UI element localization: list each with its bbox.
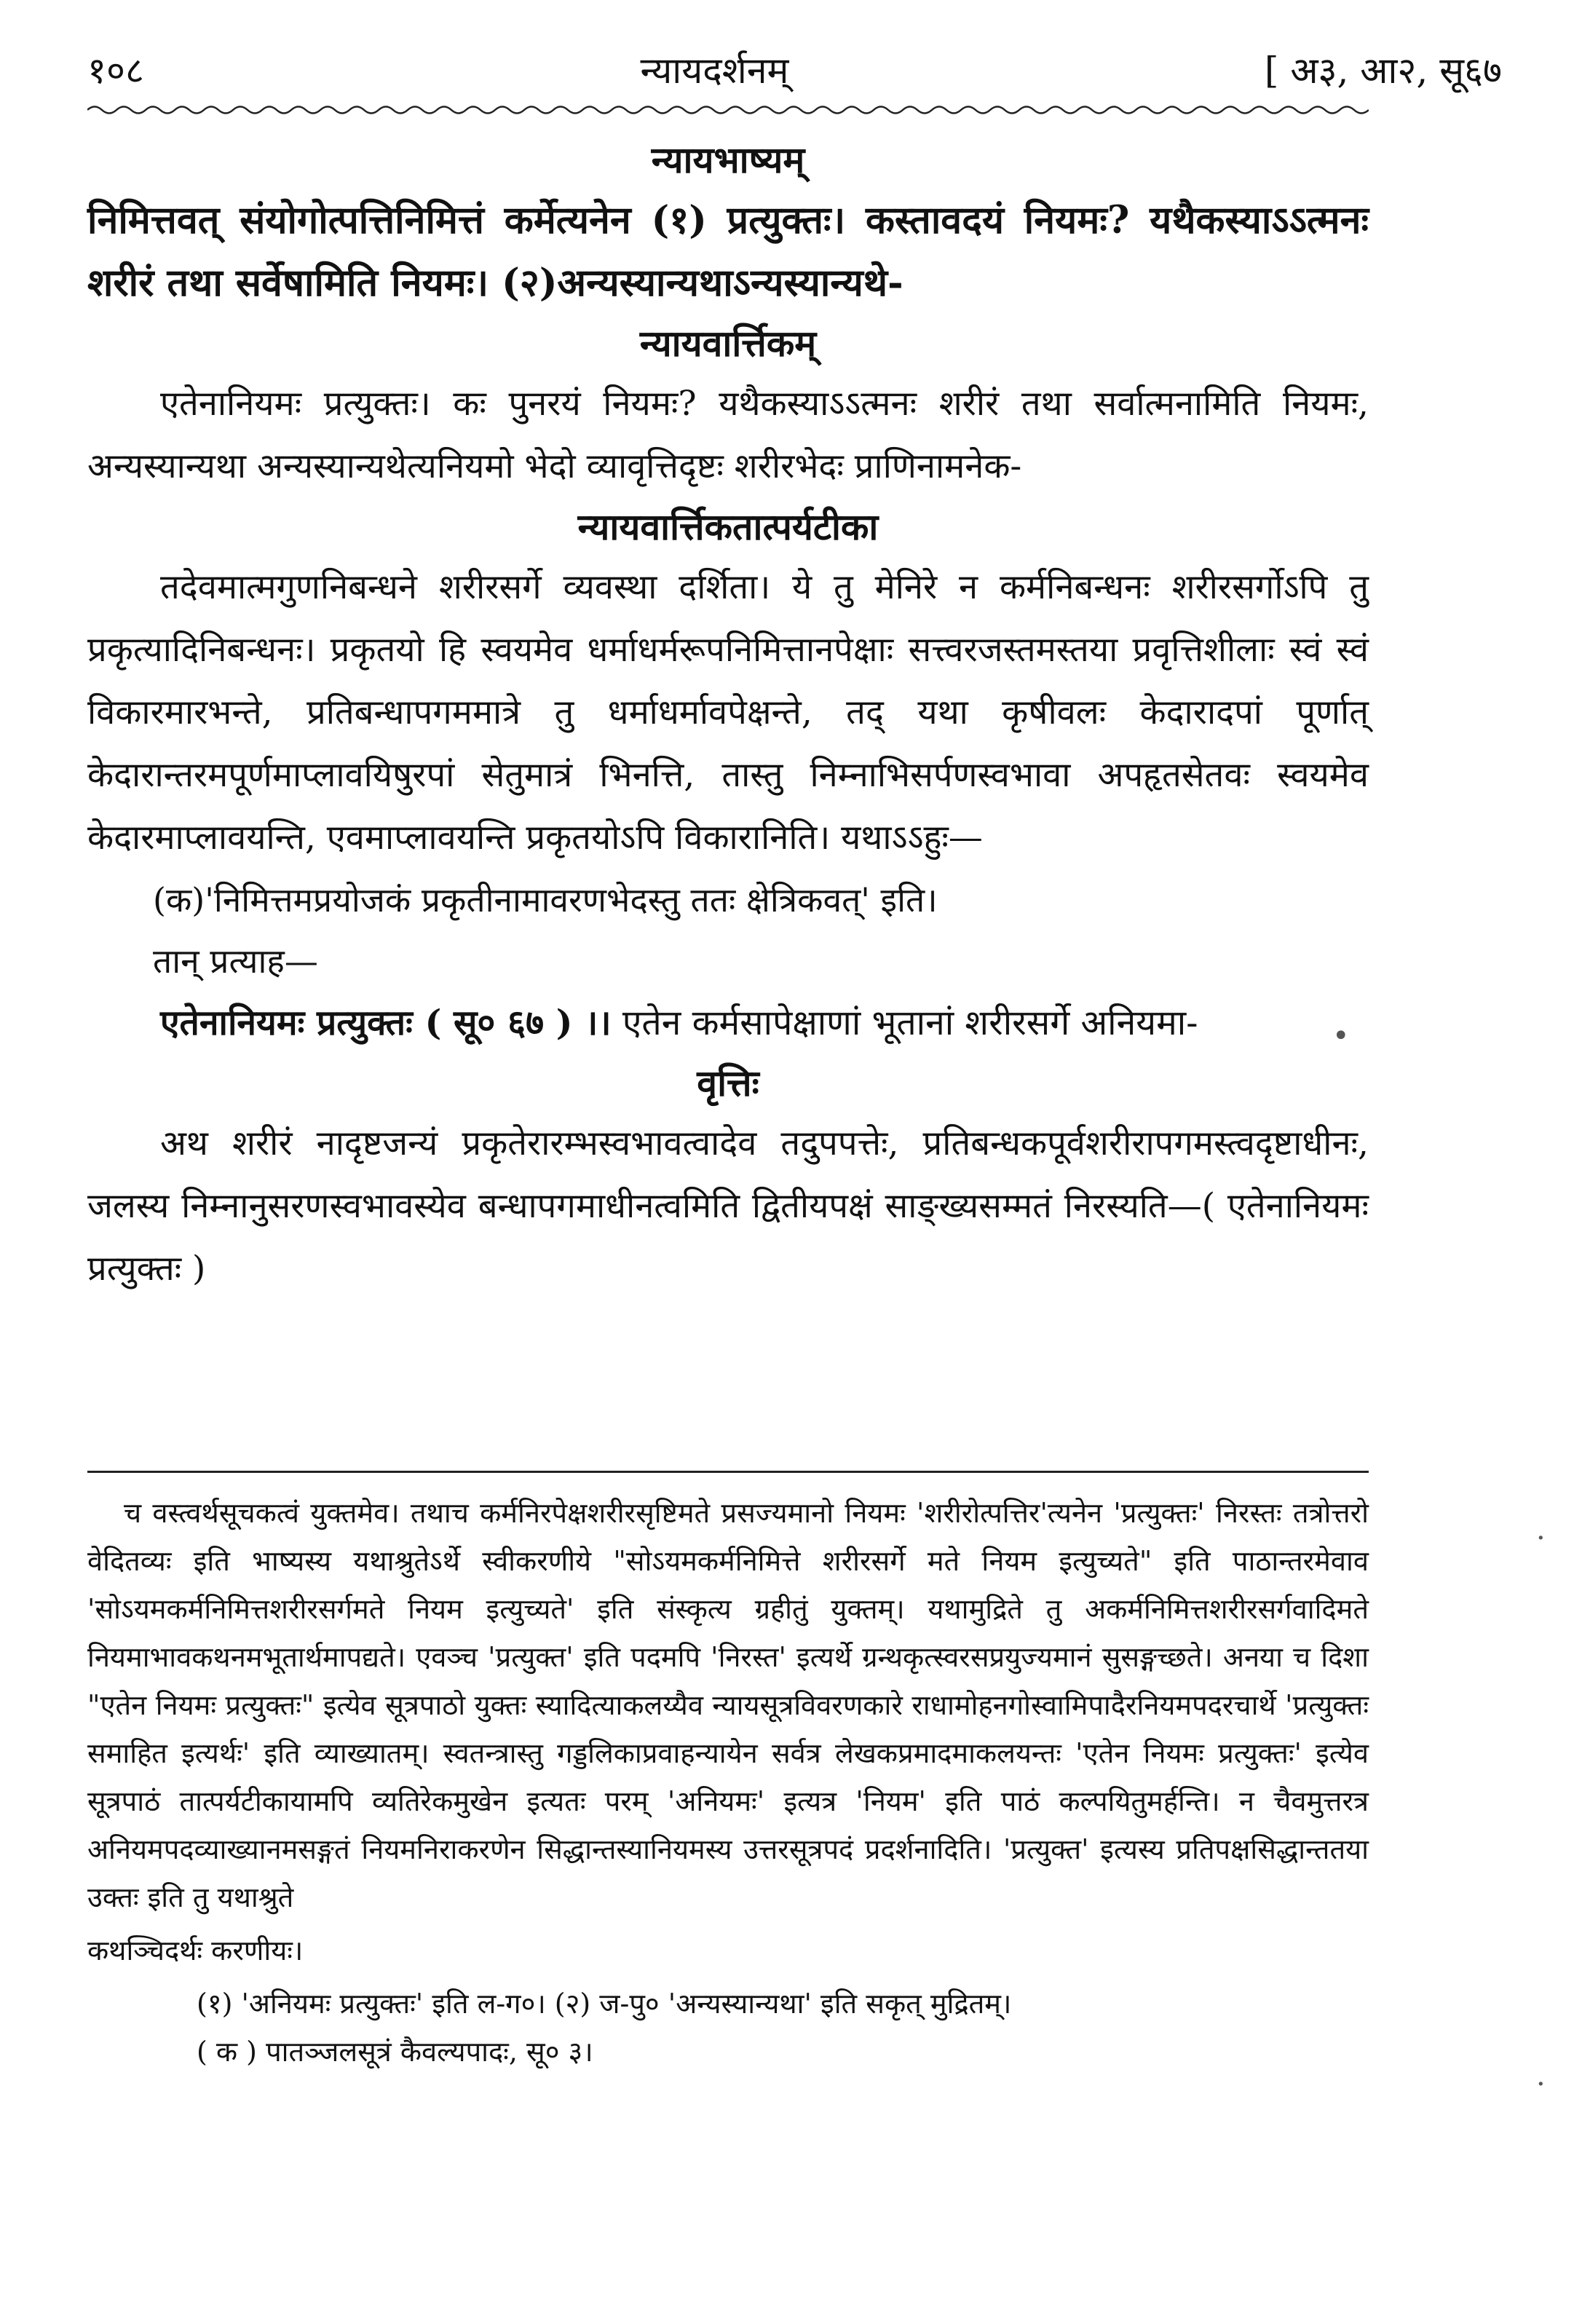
running-title: न्यायदर्शनम् (640, 50, 789, 92)
margin-mark: · (1536, 1522, 1546, 1555)
sutra-line (87, 992, 1369, 1054)
vartika-section (87, 315, 1369, 498)
footnote-note: (१) 'अनियमः प्रत्युक्तः' इति ल-ग०। (२) ज-पु० 'अन्यस्यान्यथा' इति सकृत् मुद्रितम्। (197, 1988, 1012, 2020)
footnote-note: ( क ) पातञ्जलसूत्रं कैवल्यपादः, सू० ३। (197, 2036, 593, 2068)
footnote-body: च वस्त्वर्थसूचकत्वं युक्तमेव। तथाच कर्मनिरपेक्षशरीरसृष्टिमते प्रसज्यमानो नियमः 'शरीरोत्पत्तिर'त्यनेन 'प्रत्युक्तः' निरस्तः तत्रोत्तरो वेदितव्यः इति भाष्यस्य यथाश्रुतेऽर्थे स्वीकरणीये "सोऽयमकर्मनिमित्ते शरीरसर्गे मते नियम इत्युच्यते" इति पाठान्तरमेवाव 'सोऽयमकर्मनिमित्तशरीरसर्गमते नियम इत्युच्यते' इति संस्कृत्य ग्रहीतुं युक्तम्। यथामुद्रिते तु अकर्मनिमित्तशरीरसर्गवादिमते नियमाभावकथनमभूतार्थमापद्यते। एवञ्च 'प्रत्युक्त' इति पदमपि 'निरस्त' इत्यर्थे ग्रन्थकृत्स्वरसप्रयुज्यमानं सुसङ्गच्छते। अनया च दिशा "एतेन नियमः प्रत्युक्तः" इत्येव सूत्रपाठो युक्तः स्यादित्याकलय्यैव न्यायसूत्रविवरणकारे राधामोहनगोस्वामिपादैरनियमपदरचार्थे 'प्रत्युक्तः समाहित इत्यर्थः' इति व्याख्यातम्। स्वतन्त्रास्तु गड्डलिकाप्रवाहन्यायेन सर्वत्र लेखकप्रमादमाकलयन्तः 'एतेन नियमः प्रत्युक्तः' इत्येव सूत्रपाठं तात्पर्यटीकायामपि व्यतिरेकमुखेन इत्यतः परम् 'अनियमः' इत्यत्र 'नियम' इति पाठं कल्पयितुमर्हन्ति। न चैवमुत्तरत्र अनियमपदव्याख्यानमसङ्गतं नियमनिराकरणेन सिद्धान्तस्यानियमस्य उत्तरसूत्रपदं प्रदर्शनादिति। 'प्रत्युक्त' इत्यस्य प्रतिपक्षसिद्धान्ततया उक्तः इति तु यथाश्रुते (87, 1497, 1369, 1913)
tatparya-heading: न्यायवार्त्तिकतात्पर्यटीका (577, 505, 879, 548)
vartika-heading: न्यायवार्त्तिकम् (639, 322, 817, 365)
bhashya-section (87, 131, 1369, 315)
sutra-commentary: एतेन कर्मसापेक्षाणां भूतानां शरीरसर्गे अनियमा- (622, 1003, 1198, 1043)
footnote-tail: कथञ्चिदर्थः करणीयः। (87, 1934, 304, 1967)
tatparya-section (87, 498, 1369, 1054)
vritti-section (87, 1054, 1369, 1300)
sutra-text: एतेनानियमः प्रत्युक्तः ( सू० ६७ ) ।। (160, 1003, 612, 1043)
margin-mark: • (1332, 1019, 1350, 1053)
bhashya-text: निमित्तवत् संयोगोत्पत्तिनिमित्तं कर्मेत्यनेन (१) प्रत्युक्तः। कस्तावदयं नियमः? यथैकस्याऽऽत्मनः शरीरं तथा सर्वेषामिति नियमः। (२)अन्यस्यान्यथाऽन्यस्यान्यथे- (87, 198, 1369, 305)
chapter-reference: [ अ३, आ२, सू६७ (1264, 50, 1502, 92)
tatparya-lead: तान् प्रत्याह— (153, 941, 318, 981)
tatparya-quote: (क)'निमित्तमप्रयोजकं प्रकृतीनामावरणभेदस्तु ततः क्षेत्रिकवत्' इति। (153, 880, 938, 920)
vartika-text: एतेनानियमः प्रत्युक्तः। कः पुनरयं नियमः? यथैकस्याऽऽत्मनः शरीरं तथा सर्वात्मनामिति नियमः, अन्यस्यान्यथा अन्यस्यान्यथेत्यनियमो भेदो व्यावृत्तिदृष्टः शरीरभेदः प्राणिनामनेक- (87, 384, 1369, 486)
tatparya-text: तदेवमात्मगुणनिबन्धने शरीरसर्गे व्यवस्था दर्शिता। ये तु मेनिरे न कर्मनिबन्धनः शरीरसर्गोऽपि तु प्रकृत्यादिनिबन्धनः। प्रकृतयो हि स्वयमेव धर्माधर्मरूपनिमित्तानपेक्षाः सत्त्वरजस्तमस्तया प्रवृत्तिशीलाः स्वं स्वं विकारमारभन्ते, प्रतिबन्धापगममात्रे तु धर्माधर्मावपेक्षन्ते, तद् यथा कृषीवलः केदारादपां पूर्णात् केदारान्तरमपूर्णमाप्लावयिषुरपां सेतुमात्रं भिनत्ति, तास्तु निम्नाभिसर्पणस्वभावा अपहृतसेतवः स्वयमेव केदारमाप्लावयन्ति, एवमाप्लावयन्ति प्रकृतयोऽपि विकारानिति। यथाऽऽहुः— (87, 567, 1369, 858)
footnote-rule (87, 1471, 1369, 1473)
vritti-text: अथ शरीरं नादृष्टजन्यं प्रकृतेरारम्भस्वभावत्वादेव तदुपपत्तेः, प्रतिबन्धकपूर्वशरीरापगमस्त्वदृष्टाधीनः, जलस्य निम्नानुसरणस्वभावस्येव बन्धापगमाधीनत्वमिति द्वितीयपक्षं साङ्ख्यसम्मतं निरस्यति—( एतेनानियमः प्रत्युक्तः ) (87, 1123, 1369, 1289)
page-number: १०८ (87, 50, 144, 92)
footnotes (87, 1489, 1369, 2076)
main-text (87, 131, 1369, 1300)
bhashya-heading: न्यायभाष्यम् (651, 138, 805, 181)
vritti-heading: वृत्तिः (697, 1062, 759, 1104)
margin-mark: · (1536, 2068, 1546, 2101)
wavy-rule (87, 102, 1369, 118)
running-head (87, 36, 1502, 102)
